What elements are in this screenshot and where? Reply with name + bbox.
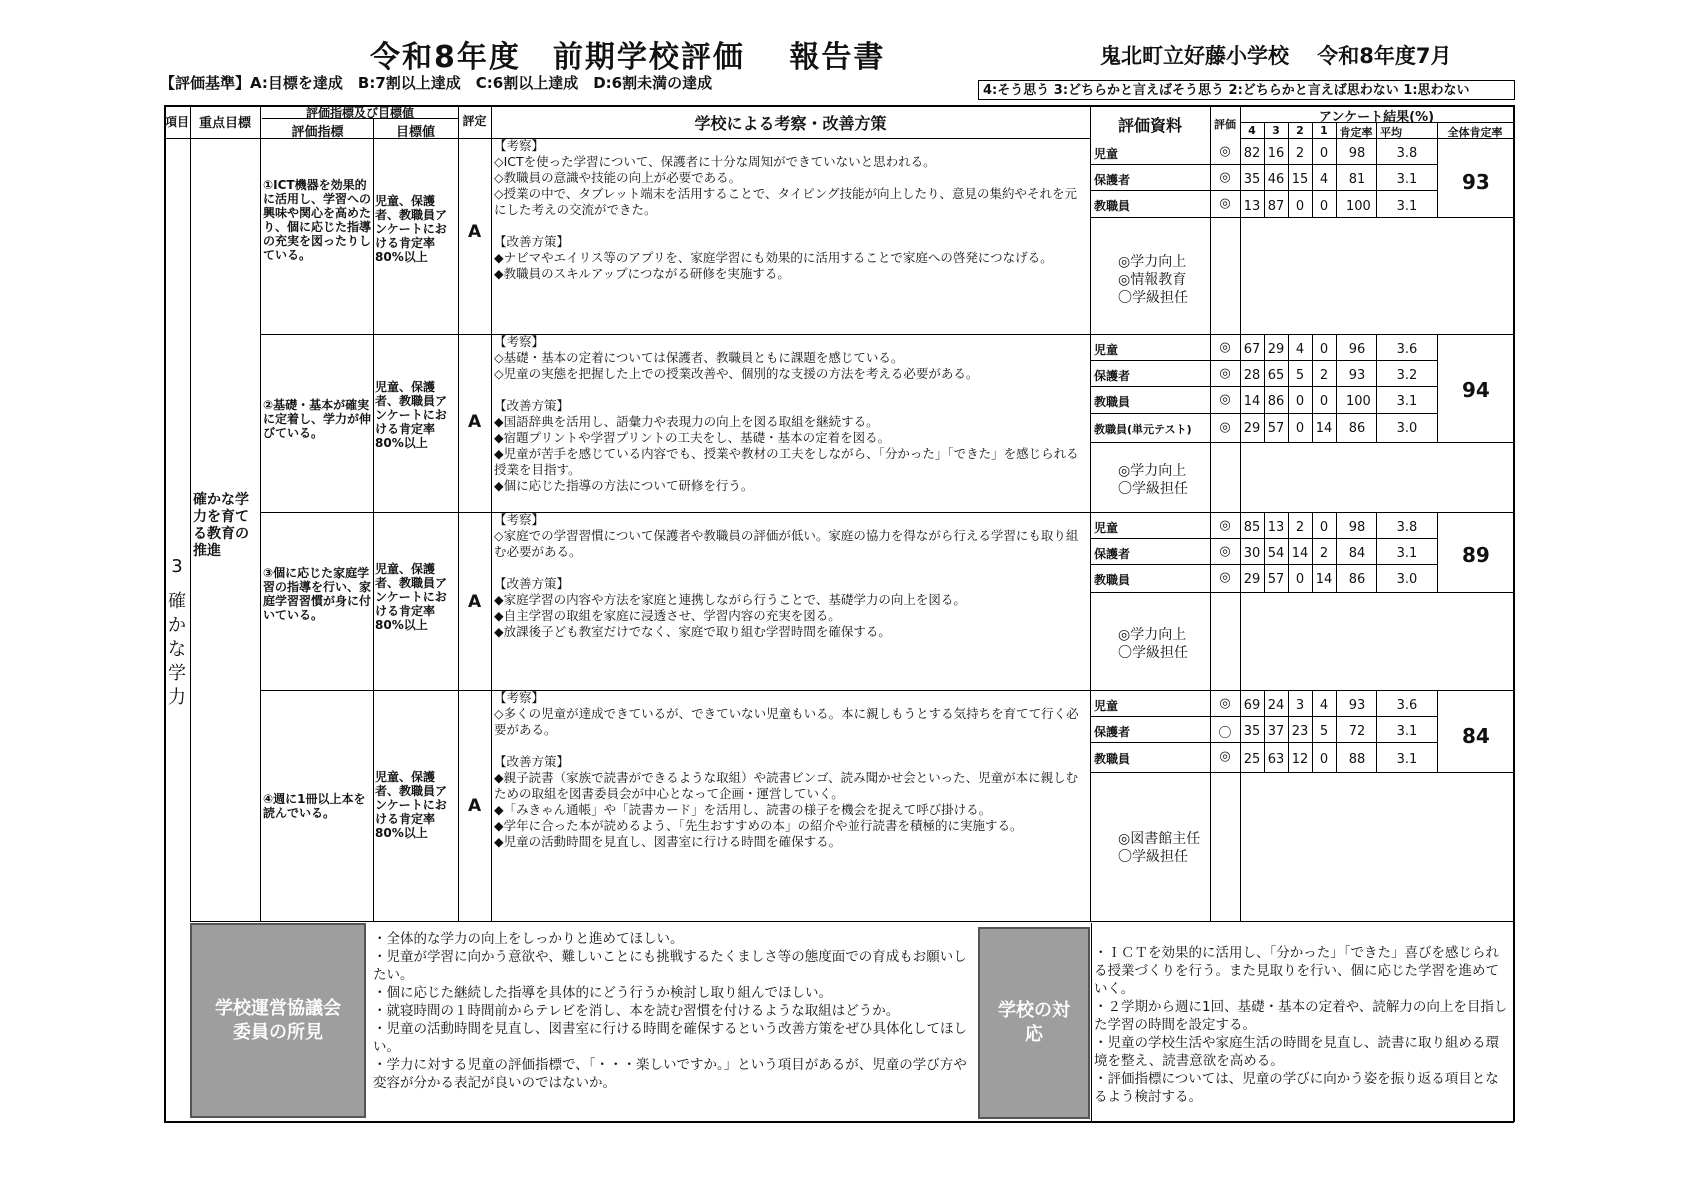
eval-mark: ◎ — [1219, 696, 1231, 711]
target-2: 児童、保護者、教職員アンケートにおける肯定率80%以上 — [375, 380, 448, 450]
s3-value: 37 — [1267, 724, 1285, 739]
positive-value: 93 — [1348, 698, 1366, 713]
col-overall: 全体肯定率 — [1447, 126, 1503, 139]
col-target: 目標値 — [395, 125, 435, 140]
report-title: 令和8年度 前期学校評価 報告書 — [370, 40, 886, 75]
s2-value: 12 — [1291, 752, 1309, 767]
s1-value: 4 — [1319, 172, 1329, 187]
avg-value: 3.0 — [1396, 421, 1418, 436]
s1-value: 0 — [1319, 146, 1329, 161]
s2-value: 2 — [1295, 520, 1305, 535]
roles-1: ◎学力向上 ◎情報教育 〇学級担任 — [1118, 254, 1188, 306]
eval-mark: ◎ — [1219, 196, 1231, 211]
avg-value: 3.0 — [1396, 572, 1418, 587]
s2-value: 0 — [1295, 572, 1305, 587]
grade-1: A — [468, 222, 482, 242]
avg-value: 3.1 — [1396, 546, 1418, 561]
s2-value: 14 — [1291, 546, 1309, 561]
s1-value: 4 — [1319, 698, 1329, 713]
s1-value: 0 — [1319, 752, 1329, 767]
col-eval: 評価 — [1214, 118, 1236, 131]
s4-value: 82 — [1243, 146, 1261, 161]
s4-value: 29 — [1243, 572, 1261, 587]
positive-value: 98 — [1348, 146, 1366, 161]
avg-value: 3.1 — [1396, 394, 1418, 409]
eval-mark: ◎ — [1219, 340, 1231, 355]
survey-label: 児童 — [1094, 343, 1119, 357]
s3-value: 57 — [1267, 421, 1285, 436]
col-focus: 重点目標 — [198, 116, 251, 131]
survey-label: 保護者 — [1094, 173, 1131, 187]
grade-4: A — [468, 796, 482, 816]
survey-label: 保護者 — [1094, 369, 1131, 383]
s1-value: 14 — [1315, 572, 1333, 587]
committee-label: 学校運営協議会 委員の所見 — [190, 923, 366, 1118]
s4-value: 29 — [1243, 421, 1261, 436]
s1-value: 2 — [1319, 546, 1329, 561]
positive-value: 84 — [1348, 546, 1366, 561]
avg-value: 3.1 — [1396, 199, 1418, 214]
s4-value: 28 — [1243, 368, 1261, 383]
col-s1: 1 — [1320, 124, 1328, 137]
positive-value: 96 — [1348, 342, 1366, 357]
col-grade: 評定 — [462, 114, 487, 128]
s2-value: 2 — [1295, 146, 1305, 161]
consideration-4: 【考察】 ◇多くの児童が達成できているが、できていない児童もいる。本に親しもうとする気持ちを育てて行く必要がある。 【改善方策】 ◆親子読書（家族で読書ができるような取組）や読書ビンゴ、読み聞かせ会といった、児童が本に親しむための取組を図書委員会が中心となって企画・運営していく。 ◆「みきゃん通帳」や「読書カード」を活用し、読書の様子を機会を捉えて呼び掛ける。 ◆学年に合った本が読めるよう、「先生おすすめの本」の紹介や並行読書を積極的に実施する。 ◆児童の活動時間を見直し、図書室に行ける時間を確保する。 — [494, 690, 1079, 849]
s3-value: 87 — [1267, 199, 1285, 214]
avg-value: 3.8 — [1396, 146, 1418, 161]
s4-value: 13 — [1243, 199, 1261, 214]
target-3: 児童、保護者、教職員アンケートにおける肯定率80%以上 — [375, 562, 448, 632]
col-s3: 3 — [1272, 124, 1280, 137]
s1-value: 0 — [1319, 342, 1329, 357]
s2-value: 5 — [1295, 368, 1305, 383]
s4-value: 85 — [1243, 520, 1261, 535]
s3-value: 24 — [1267, 698, 1285, 713]
s3-value: 16 — [1267, 146, 1285, 161]
target-4: 児童、保護者、教職員アンケートにおける肯定率80%以上 — [375, 770, 448, 840]
consideration-3: 【考察】 ◇家庭での学習習慣について保護者や教職員の評価が低い。家庭の協力を得ながら行える学習にも取り組む必要がある。 【改善方策】 ◆家庭学習の内容や方法を家庭と連携しながら行うことで、基礎学力の向上を図る。 ◆自主学習の取組を家庭に浸透させ、学習内容の充実を図る。 ◆放課後子ども教室だけでなく、家庭で取り組む学習時間を確保する。 — [494, 512, 1079, 639]
survey-label: 児童 — [1094, 521, 1119, 535]
positive-value: 72 — [1348, 724, 1366, 739]
indicator-4: ④週に1冊以上本を読んでいる。 — [263, 792, 366, 820]
col-consideration: 学校による考察・改善方策 — [694, 114, 887, 133]
eval-mark: ◎ — [1219, 144, 1231, 159]
avg-value: 3.6 — [1396, 698, 1418, 713]
focus-goal: 確かな学力を育てる教育の推進 — [193, 492, 249, 559]
survey-scale-legend: 4:そう思う 3:どちらかと言えばそう思う 2:どちらかと言えば思わない 1:思わない — [978, 80, 1515, 100]
avg-value: 3.1 — [1396, 172, 1418, 187]
s4-value: 35 — [1243, 172, 1261, 187]
school-response: ・ＩＣＴを効果的に活用し、「分かった」「できた」喜びを感じられる授業づくりを行う。また見取りを行い、個に応じた学習を進めていく。 ・２学期から週に1回、基礎・基本の定着や、読解力の向上を目指した学習の時間を設定する。 ・児童の学校生活や家庭生活の時間を見直し、読書に取り組める環境を整え、読書意欲を高める。 ・評価指標については、児童の学びに向かう姿を振り返る項目となるよう検討する。 — [1094, 945, 1508, 1105]
col-s4: 4 — [1248, 124, 1256, 137]
s1-value: 2 — [1319, 368, 1329, 383]
s1-value: 0 — [1319, 520, 1329, 535]
evaluation-criteria: 【評価基準】A:目標を達成 B:7割以上達成 C:6割以上達成 D:6割未満の達成 — [160, 74, 713, 92]
eval-mark: ◎ — [1219, 518, 1231, 533]
s4-value: 67 — [1243, 342, 1261, 357]
s4-value: 69 — [1243, 698, 1261, 713]
avg-value: 3.8 — [1396, 520, 1418, 535]
eval-mark: ◎ — [1219, 392, 1231, 407]
col-positive: 肯定率 — [1339, 126, 1373, 139]
col-s2: 2 — [1296, 124, 1304, 137]
survey-label: 教職員 — [1094, 395, 1131, 409]
survey-label: 児童 — [1094, 147, 1119, 161]
s1-value: 5 — [1319, 724, 1329, 739]
s4-value: 35 — [1243, 724, 1261, 739]
col-indicator-group: 評価指標及び目標値 — [305, 106, 414, 120]
roles-3: ◎学力向上 〇学級担任 — [1118, 627, 1188, 661]
consideration-1: 【考察】 ◇ICTを使った学習について、保護者に十分な周知ができていないと思われる。 ◇教職員の意識や技能の向上が必要である。 ◇授業の中で、タブレット端末を活用することで、タイピング技能が向上したり、意見の集約やそれを元にした考えの交流ができた。 【改善方策】 ◆ナビマやエイリス等のアプリを、家庭学習にも効果的に活用することで家庭への啓発につなげる。 ◆教職員のスキルアップにつながる研修を実施する。 — [494, 138, 1077, 281]
positive-value: 88 — [1348, 752, 1366, 767]
s2-value: 3 — [1295, 698, 1305, 713]
eval-mark: ◎ — [1219, 544, 1231, 559]
overall-rate-3: 89 — [1462, 543, 1490, 567]
s4-value: 30 — [1243, 546, 1261, 561]
survey-label: 教職員 — [1094, 573, 1131, 587]
col-avg: 平均 — [1380, 126, 1402, 139]
school-name-date: 鬼北町立好藤小学校 令和8年度7月 — [1100, 44, 1452, 68]
s3-value: 29 — [1267, 342, 1285, 357]
indicator-2: ②基礎・基本が確実に定着し、学力が伸びている。 — [263, 398, 372, 440]
eval-mark: ◎ — [1219, 749, 1231, 764]
overall-rate-2: 94 — [1462, 378, 1490, 402]
positive-value: 93 — [1348, 368, 1366, 383]
s2-value: 0 — [1295, 199, 1305, 214]
s2-value: 0 — [1295, 421, 1305, 436]
s2-value: 0 — [1295, 394, 1305, 409]
eval-mark: ◎ — [1219, 420, 1231, 435]
col-survey: アンケート結果(%) — [1318, 110, 1435, 125]
committee-opinion: ・全体的な学力の向上をしっかりと進めてほしい。 ・児童が学習に向かう意欲や、難しいことにも挑戦するたくましさ等の態度面での育成もお願いしたい。 ・個に応じた継続した指導を具体的にどう行うか検討し取り組んでほしい。 ・就寝時間の１時間前からテレビを消し、本を読む習慣を付けるような取組はどうか。 ・児童の活動時間を見直し、図書室に行ける時間を確保するという改善方策をぜひ具体化してほしい。 ・学力に対する児童の評価指標で、「・・・楽しいですか。」という項目があるが、児童の学び方や変容が分かる表記が良いのではないか。 — [373, 931, 967, 1091]
s2-value: 23 — [1291, 724, 1309, 739]
s2-value: 15 — [1291, 172, 1309, 187]
positive-value: 86 — [1348, 572, 1366, 587]
eval-mark: ◎ — [1219, 366, 1231, 381]
overall-rate-1: 93 — [1462, 170, 1490, 194]
col-material: 評価資料 — [1117, 116, 1182, 135]
col-indicator: 評価指標 — [291, 125, 344, 140]
s1-value: 14 — [1315, 421, 1333, 436]
survey-label: 教職員 — [1094, 752, 1131, 766]
grade-3: A — [468, 592, 482, 612]
s3-value: 86 — [1267, 394, 1285, 409]
s1-value: 0 — [1319, 199, 1329, 214]
s3-value: 57 — [1267, 572, 1285, 587]
s3-value: 46 — [1267, 172, 1285, 187]
roles-4: ◎図書館主任 〇学級担任 — [1118, 831, 1201, 865]
s1-value: 0 — [1319, 394, 1329, 409]
indicator-3: ③個に応じた家庭学習の指導を行い、家庭学習習慣が身に付いている。 — [263, 566, 372, 622]
survey-label: 保護者 — [1094, 547, 1131, 561]
avg-value: 3.2 — [1396, 368, 1418, 383]
s4-value: 25 — [1243, 752, 1261, 767]
s3-value: 54 — [1267, 546, 1285, 561]
overall-rate-4: 84 — [1462, 724, 1490, 748]
eval-mark: 〇 — [1218, 726, 1232, 741]
consideration-2: 【考察】 ◇基礎・基本の定着については保護者、教職員ともに課題を感じている。 ◇児童の実態を把握した上での授業改善や、個別的な支援の方法を考える必要がある。 【改善方策】 ◆国語辞典を活用し、語彙力や表現力の向上を図る取組を継続する。 ◆宿題プリントや学習プリントの工夫をし、基礎・基本の定着を図る。 ◆児童が苦手を感じている内容でも、授業や教材の工夫をしながら、「分かった」「できた」を感じられる授業を目指す。 ◆個に応じた指導の方法について研修を行う。 — [494, 334, 1079, 493]
positive-value: 100 — [1346, 394, 1371, 409]
roles-2: ◎学力向上 〇学級担任 — [1118, 463, 1188, 497]
survey-label: 保護者 — [1094, 725, 1131, 739]
avg-value: 3.1 — [1396, 752, 1418, 767]
col-item: 項目 — [164, 115, 189, 129]
eval-mark: ◎ — [1219, 170, 1231, 185]
section-number: 3 — [171, 556, 183, 577]
grade-2: A — [468, 412, 482, 432]
s4-value: 14 — [1243, 394, 1261, 409]
s3-value: 63 — [1267, 752, 1285, 767]
positive-value: 98 — [1348, 520, 1366, 535]
avg-value: 3.1 — [1396, 724, 1418, 739]
positive-value: 100 — [1346, 199, 1371, 214]
section-name: 確かな学力 — [168, 591, 186, 708]
survey-label: 児童 — [1094, 699, 1119, 713]
positive-value: 86 — [1348, 421, 1366, 436]
eval-mark: ◎ — [1219, 570, 1231, 585]
response-label: 学校の対 応 — [978, 927, 1090, 1119]
survey-label: 教職員 — [1094, 199, 1131, 213]
s2-value: 4 — [1295, 342, 1305, 357]
target-1: 児童、保護者、教職員アンケートにおける肯定率80%以上 — [375, 194, 448, 264]
s3-value: 13 — [1267, 520, 1285, 535]
s3-value: 65 — [1267, 368, 1285, 383]
indicator-1: ①ICT機器を効果的に活用し、学習への興味や関心を高めたり、個に応じた指導の充実を図ったりしている。 — [263, 178, 372, 262]
avg-value: 3.6 — [1396, 342, 1418, 357]
positive-value: 81 — [1348, 172, 1366, 187]
survey-label: 教職員(単元テスト) — [1094, 423, 1192, 436]
